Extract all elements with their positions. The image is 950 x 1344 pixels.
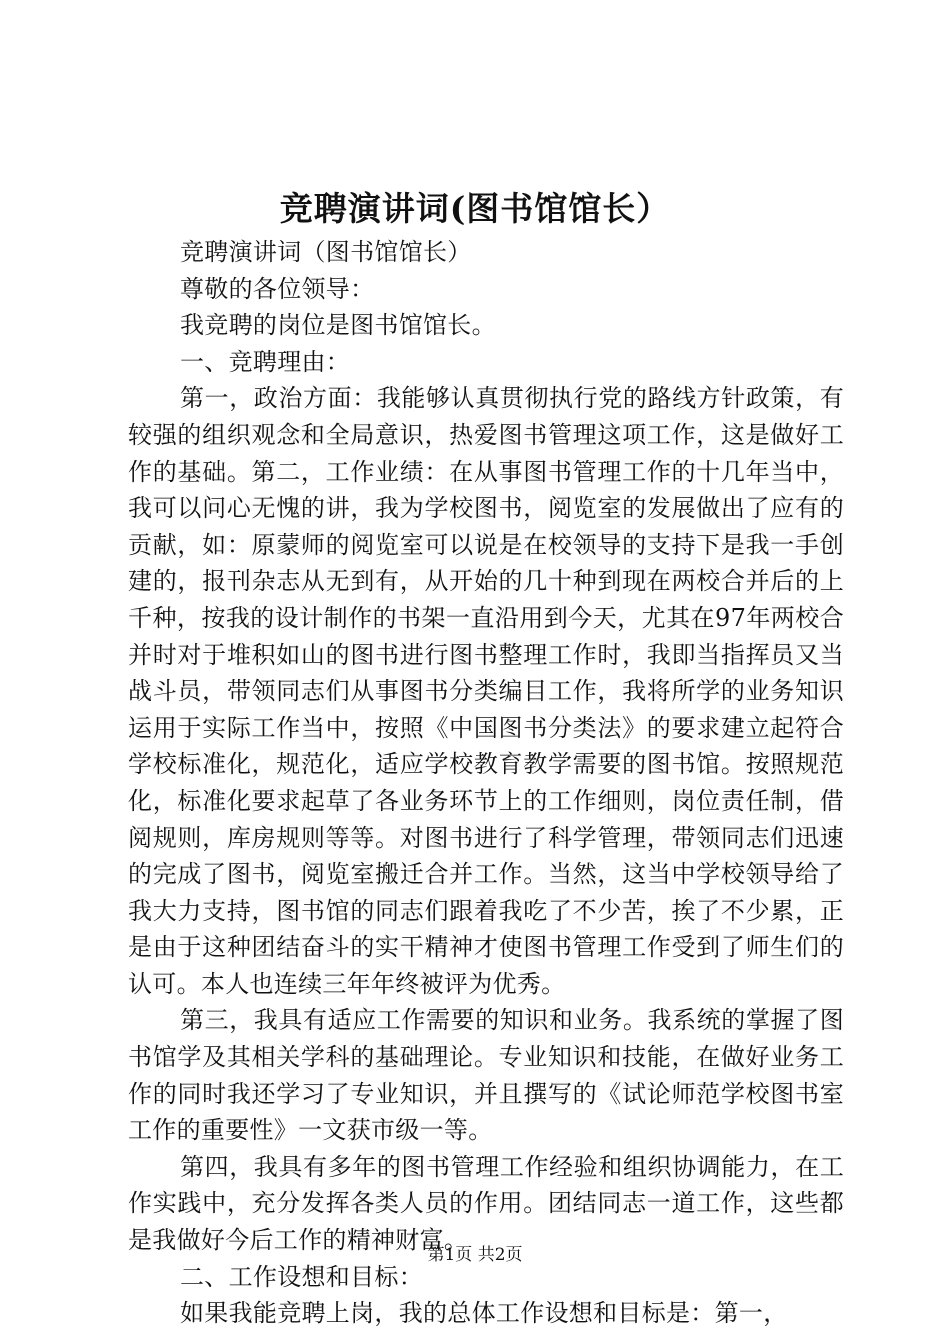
paragraph-position: 我竞聘的岗位是图书馆馆长。 [180, 311, 496, 340]
paragraph-reason-four: 第四，我具有多年的图书管理工作经验和组织协调能力，在工作实践中，充分发挥各类人员的作用。团结同志一道工作，这些都是我做好今后工作的精神财富。 [128, 1152, 844, 1255]
paragraph-plans: 如果我能竞聘上岗，我的总体工作设想和目标是：第一， [180, 1299, 788, 1328]
paragraph-heading-repeat: 竞聘演讲词（图书馆馆长） [180, 238, 472, 266]
paragraph-salutation: 尊敬的各位领导： [180, 274, 375, 303]
section-heading-plans: 二、工作设想和目标： [180, 1262, 423, 1291]
document-title: 竞聘演讲词(图书馆馆长） [279, 189, 671, 228]
paragraph-reason-three: 第三，我具有适应工作需要的知识和业务。我系统的掌握了图书馆学及其相关学科的基础理论。专业知识和技能，在做好业务工作的同时我还学习了专业知识，并且撰写的《试论师范学校图书室工作的重要性》一文获市级一等。 [128, 1006, 844, 1145]
paragraph-reasons-one-two: 第一，政治方面：我能够认真贯彻执行党的路线方针政策，有较强的组织观念和全局意识，热爱图书管理这项工作，这是做好工作的基础。第二，工作业绩：在从事图书管理工作的十几年当中，我可以问心无愧的讲，我为学校图书，阅览室的发展做出了应有的贡献，如：原蒙师的阅览室可以说是在校领导的支持下是我一手创建的，报刊杂志从无到有，从开始的几十种到现在两校合并后的上千种，按我的设计制作的书架一直沿用到今天，尤其在97年两校合并时对于堆积如山的图书进行图书整理工作时，我即当指挥员又当战斗员，带领同志们从事图书分类编目工作，我将所学的业务知识运用于实际工作当中，按照《中国图书分类法》的要求建立起符合学校标准化，规范化，适应学校教育教学需要的图书馆。按照规范化，标准化要求起草了各业务环节上的工作细则，岗位责任制，借阅规则，库房规则等等。对图书进行了科学管理，带领同志们迅速的完成了图书，阅览室搬迁合并工作。当然，这当中学校领导给了我大力支持，图书馆的同志们跟着我吃了不少苦，挨了不少累，正是由于这种团结奋斗的实干精神才使图书管理工作受到了师生们的认可。本人也连续三年年终被评为优秀。 [128, 384, 844, 998]
page-number-footer: 第1页 共2页 [427, 1245, 523, 1265]
document-body [128, 234, 844, 1332]
section-heading-reasons: 一、竞聘理由： [180, 347, 351, 376]
